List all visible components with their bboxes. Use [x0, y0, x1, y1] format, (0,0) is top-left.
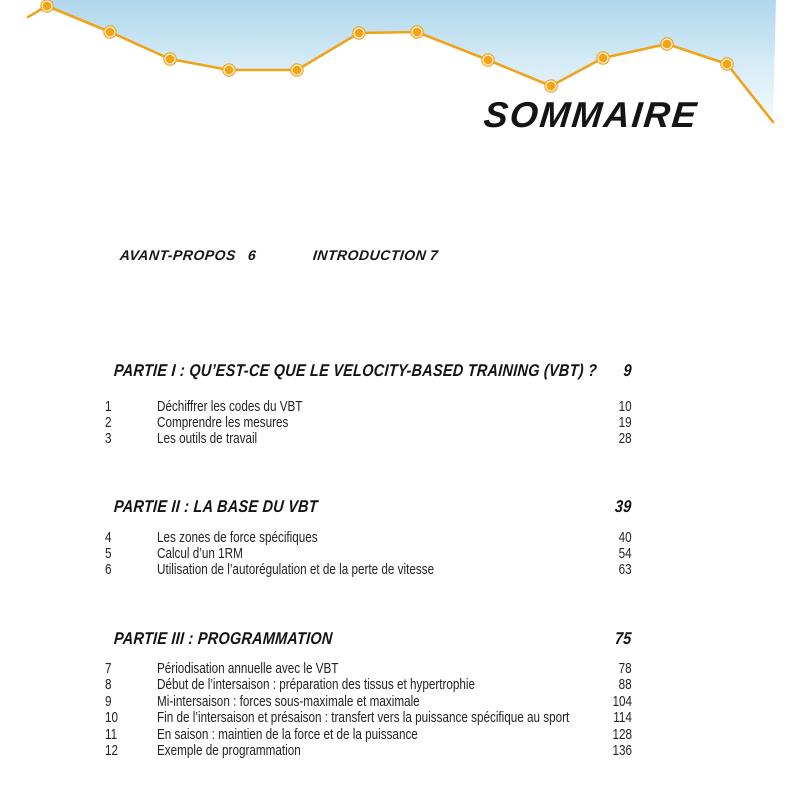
item-title: Les outils de travail [157, 430, 258, 447]
item-page: 10 [618, 398, 632, 415]
section-heading-partie-2 [114, 498, 632, 516]
toc-item-row [105, 710, 632, 726]
toc-item-row [105, 694, 632, 710]
item-page: 104 [612, 693, 632, 710]
front-item-label: AVANT-PROPOS [119, 247, 237, 263]
toc-item-row [105, 743, 632, 759]
section-heading-page: 75 [614, 629, 633, 648]
section-heading-page: 9 [623, 361, 633, 380]
item-title: Début de l’intersaison : préparation des tissus et hypertrophie [157, 676, 476, 693]
item-page: 128 [612, 726, 632, 743]
item-number: 1 [105, 398, 112, 415]
item-page: 40 [618, 529, 632, 546]
front-matter-row [0, 247, 800, 263]
item-number: 7 [105, 660, 112, 677]
front-item-label: INTRODUCTION [312, 247, 428, 263]
item-number: 5 [105, 545, 112, 562]
section-heading-text: PARTIE II : LA BASE DU VBT [113, 497, 319, 516]
item-title: En saison : maintien de la force et de la puissance [157, 726, 418, 743]
front-item-page: 6 [247, 247, 258, 263]
item-number: 11 [105, 726, 118, 743]
item-title: Fin de l’intersaison et présaison : transfert vers la puissance spécifique au sport [157, 709, 570, 726]
item-page: 63 [618, 561, 632, 578]
toc-item-row [105, 431, 632, 447]
item-title: Calcul d’un 1RM [157, 545, 243, 562]
item-number: 10 [105, 709, 119, 726]
item-title: Exemple de programmation [157, 742, 301, 759]
item-title: Déchiffrer les codes du VBT [157, 398, 303, 415]
item-page: 136 [612, 742, 632, 759]
item-number: 8 [105, 676, 112, 693]
section-heading-text: PARTIE I : QU’EST-CE QUE LE VELOCITY-BASED TRAINING (VBT) ? [113, 361, 598, 380]
toc-item-row [105, 677, 632, 693]
item-page: 88 [618, 676, 632, 693]
item-number: 4 [105, 529, 112, 546]
item-number: 12 [105, 742, 119, 759]
item-page: 54 [618, 545, 632, 562]
item-title: Périodisation annuelle avec le VBT [157, 660, 339, 677]
toc-item-row [105, 399, 632, 415]
item-number: 6 [105, 561, 112, 578]
section-heading-partie-1 [114, 362, 632, 380]
item-title: Comprendre les mesures [157, 414, 289, 431]
item-title: Mi-intersaison : forces sous-maximale et maximale [157, 693, 420, 710]
toc-item-row [105, 727, 632, 743]
item-number: 2 [105, 414, 112, 431]
toc-item-row [105, 562, 632, 578]
item-number: 9 [105, 693, 112, 710]
item-page: 114 [613, 709, 632, 726]
section-heading-partie-3 [114, 630, 632, 648]
toc-item-row [105, 415, 632, 431]
section-heading-page: 39 [614, 497, 633, 516]
item-title: Utilisation de l’autorégulation et de la perte de vitesse [157, 561, 435, 578]
item-page: 19 [618, 414, 632, 431]
front-item-page: 7 [429, 247, 440, 263]
toc-item-row [105, 546, 632, 562]
toc-item-row [105, 661, 632, 677]
toc-item-row [105, 530, 632, 546]
item-title: Les zones de force spécifiques [157, 529, 318, 546]
page-title: SOMMAIRE [481, 94, 701, 135]
section-heading-text: PARTIE III : PROGRAMMATION [113, 629, 334, 648]
item-number: 3 [105, 430, 112, 447]
item-page: 78 [618, 660, 632, 677]
item-page: 28 [618, 430, 632, 447]
